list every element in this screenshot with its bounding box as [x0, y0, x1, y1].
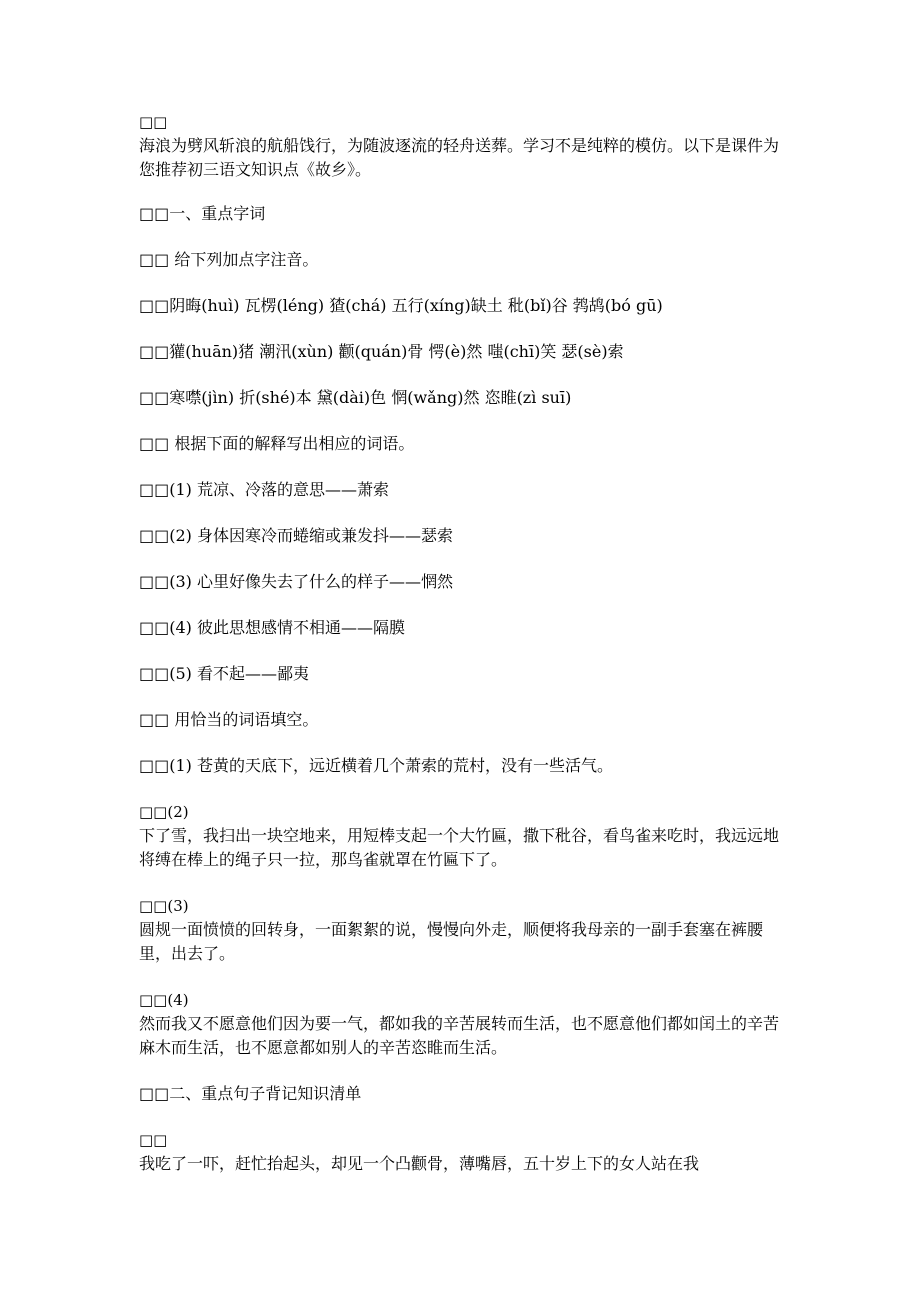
fill-item [139, 800, 789, 872]
intro-paragraph [139, 110, 789, 182]
sentence-item [139, 1128, 789, 1176]
task-fill-blanks: □□ 用恰当的词语填空。 [139, 710, 319, 729]
definition-item: □□(4) 彼此思想感情不相通——隔膜 [139, 618, 405, 637]
definition-item: □□(1) 荒凉、冷落的意思——萧索 [139, 480, 389, 499]
pinyin-line: □□寒噤(jìn) 折(shé)本 黛(dài)色 惘(wǎng)然 恣睢(zì suī) [139, 388, 572, 407]
task-definitions: □□ 根据下面的解释写出相应的词语。 [139, 434, 415, 453]
definition-item: □□(5) 看不起——鄙夷 [139, 664, 309, 683]
task-pinyin: □□ 给下列加点字注音。 [139, 250, 319, 269]
paragraph-text: 我吃了一吓，赶忙抬起头，却见一个凸颧骨，薄嘴唇，五十岁上下的女人站在我 [139, 1154, 700, 1173]
paragraph-lead: □□(4) [139, 991, 189, 1009]
fill-item: □□(1) 苍黄的天底下，远近横着几个萧索的荒村，没有一些活气。 [139, 756, 613, 775]
paragraph-text: 然而我又不愿意他们因为要一气，都如我的辛苦展转而生活，也不愿意他们都如闰土的辛苦麻木而生活，也不愿意都如别人的辛苦恣睢而生活。 [139, 1014, 780, 1057]
pinyin-line: □□獾(huān)猪 潮汛(xùn) 颧(quán)骨 愕(è)然 嗤(chī)笑 瑟(sè)索 [139, 342, 624, 361]
document-page [139, 110, 789, 1198]
section-heading-key-words: □□一、重点字词 [139, 204, 266, 223]
paragraph-lead: □□(3) [139, 897, 189, 915]
section-heading-key-sentences: □□二、重点句子背记知识清单 [139, 1084, 362, 1103]
definition-item: □□(3) 心里好像失去了什么的样子——惘然 [139, 572, 453, 591]
fill-item [139, 988, 789, 1060]
paragraph-lead: □□(2) [139, 803, 189, 821]
paragraph-text: 下了雪，我扫出一块空地来，用短棒支起一个大竹匾，撒下秕谷，看鸟雀来吃时，我远远地将缚在棒上的绳子只一拉，那鸟雀就罩在竹匾下了。 [139, 826, 780, 869]
paragraph-lead: □□ [139, 1131, 168, 1149]
paragraph-text: 圆规一面愤愤的回转身，一面絮絮的说，慢慢向外走，顺便将我母亲的一副手套塞在裤腰里，出去了。 [139, 920, 764, 963]
paragraph-text: 海浪为劈风斩浪的航船饯行，为随波逐流的轻舟送葬。学习不是纯粹的模仿。以下是课件为您推荐初三语文知识点《故乡》。 [139, 136, 780, 179]
definition-item: □□(2) 身体因寒冷而蜷缩或兼发抖——瑟索 [139, 526, 453, 545]
paragraph-lead: □□ [139, 113, 168, 131]
pinyin-line: □□阴晦(huì) 瓦楞(léng) 猹(chá) 五行(xíng)缺土 秕(bǐ)谷 鹁鸪(bó gū) [139, 296, 663, 315]
fill-item [139, 894, 789, 966]
